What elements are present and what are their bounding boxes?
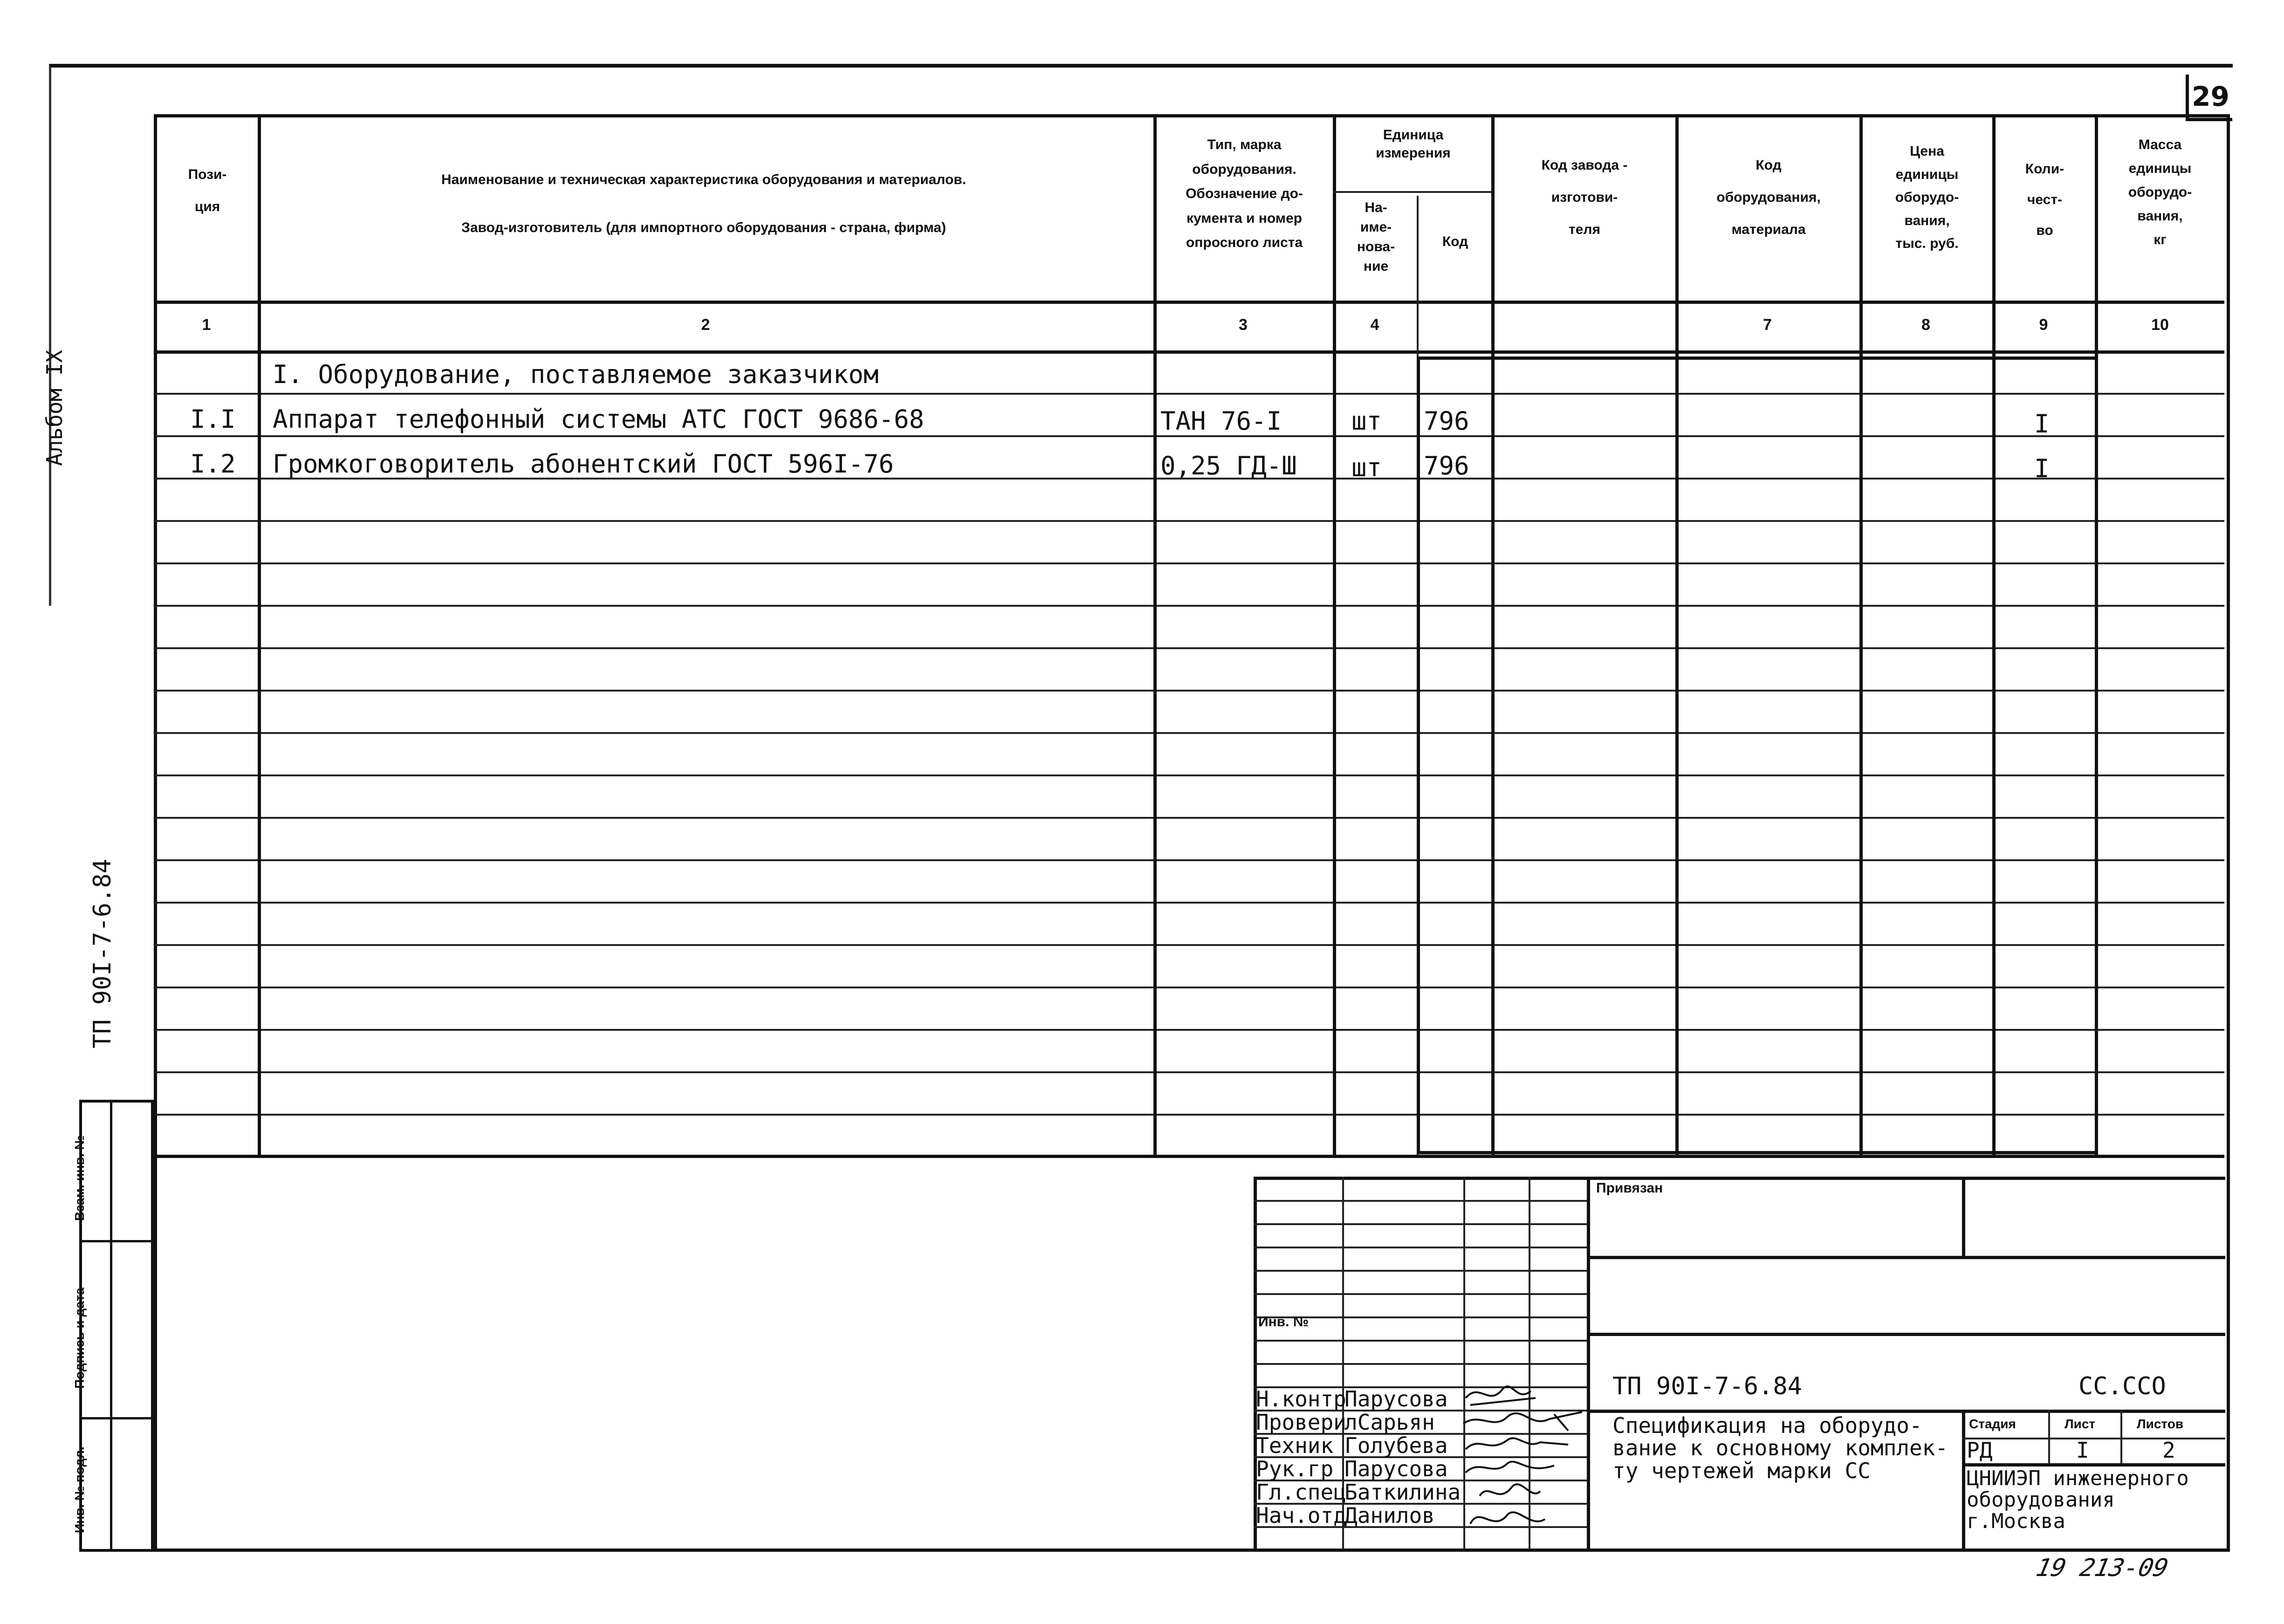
colnum-9: 9: [2039, 316, 2048, 334]
header-position: Пози- ция: [188, 167, 227, 214]
table-row-line: [155, 393, 2224, 395]
signature-scribbles: [1461, 1379, 1601, 1552]
row-1-name: Аппарат телефонный системы АТС ГОСТ 9686-68: [273, 404, 924, 434]
tb-organization: ЦНИИЭП инженерного оборудования г.Москва: [1967, 1466, 2189, 1534]
header-name-line2: Завод-изготовитель (для импортного оборудования - страна, фирма): [461, 220, 946, 235]
row-0-name: I. Оборудование, поставляемое заказчиком: [273, 360, 879, 389]
header-name-line1: Наименование и техническая характеристика оборудования и материалов.: [441, 172, 967, 187]
unit-header-split: [1333, 191, 1491, 193]
row-2-pos: I.2: [190, 449, 236, 479]
col-line-8: [1992, 116, 1996, 1155]
header-mass: Масса единицы оборудо- вания, кг: [2128, 137, 2192, 247]
tb-name-5: Данилов: [1344, 1503, 1435, 1528]
colnum-3: 3: [1239, 316, 1248, 334]
titleblock-row-line: [1254, 1340, 1587, 1342]
stamp-vzam-inv: Взам. инв. №: [72, 1135, 87, 1221]
header-bottom-line: [155, 301, 2224, 304]
col-line-5: [1491, 116, 1495, 1155]
tb-mark: СС.ССО: [2078, 1372, 2166, 1400]
titleblock-row-line: [1254, 1223, 1587, 1225]
titleblock-row-line: [1254, 1270, 1587, 1272]
tb-role-5: Нач.отд: [1256, 1503, 1346, 1528]
table-row-line: [155, 690, 2224, 692]
col-line-1: [258, 116, 261, 1155]
titleblock-top: [1254, 1177, 2225, 1180]
tb-role-0: Н.контр: [1256, 1386, 1346, 1412]
footer-handwritten-number: 19 213-09: [2033, 1554, 2171, 1582]
tb-stage-left: [1962, 1410, 1965, 1549]
side-project-label: ТП 90I-7-6.84: [89, 859, 117, 1048]
header-unit-name: На- име- нова- ние: [1357, 200, 1395, 274]
table-row-line: [155, 562, 2224, 564]
tb-name-3: Парусова: [1344, 1456, 1448, 1481]
tb-stage: РД: [1967, 1438, 1993, 1463]
header-factory-code: Код завода - изготови- теля: [1541, 158, 1628, 237]
tb-stage-label-line: [1962, 1438, 2225, 1439]
colnum-10: 10: [2151, 316, 2169, 334]
tb-stage-split1: [2048, 1410, 2050, 1463]
stamp-inv-orig: Инв. № подл.: [72, 1446, 87, 1533]
titleblock-row-line: [1254, 1293, 1587, 1295]
table-row-line: [155, 605, 2224, 607]
tb-name-1: лСарьян: [1344, 1410, 1435, 1435]
side-album-label: Альбом IX: [42, 349, 67, 466]
row-1-type: ТАН 76-I: [1160, 406, 1282, 436]
row-1-unit: шт: [1351, 406, 1382, 436]
table-row-line: [155, 859, 2224, 861]
table-row-line: [155, 817, 2224, 819]
colnum-bottom-line: [155, 350, 2224, 354]
tb-stage-label: Стадия: [1969, 1417, 2016, 1431]
frame-gap: [44, 606, 53, 1561]
header-qty: Коли- чест- во: [2025, 161, 2065, 238]
colnum-4: 4: [1370, 316, 1379, 334]
table-row-line: [155, 732, 2224, 734]
tb-sheet-label: Лист: [2065, 1417, 2096, 1431]
table-bottom-line: [155, 1155, 2224, 1158]
table-row-line: [155, 647, 2224, 649]
table-row-line: [155, 1029, 2224, 1031]
header-unit: Единица измерения: [1376, 127, 1451, 161]
colnum-8: 8: [1921, 316, 1930, 334]
tb-privyazan: Привязан: [1596, 1180, 1663, 1196]
tb-inv-no: Инв. №: [1258, 1314, 1309, 1329]
tb-privyazan-split: [1962, 1177, 1965, 1256]
tb-role-4: Гл.спец: [1256, 1480, 1346, 1505]
colnum-7: 7: [1763, 316, 1772, 334]
titleblock-row-line: [1254, 1200, 1587, 1202]
header-equip-code: Код оборудования, материала: [1716, 158, 1821, 237]
tb-role-1: Провери: [1256, 1410, 1346, 1435]
col-line-6: [1675, 116, 1679, 1155]
tb-role-3: Рук.гр: [1256, 1456, 1334, 1481]
row-2-code: 796: [1424, 451, 1469, 480]
table-row-line: [155, 1114, 2224, 1116]
colnum-2: 2: [701, 316, 710, 334]
table-row-line: [155, 987, 2224, 988]
data-frame-left: [1417, 356, 1420, 1153]
row-2-unit: шт: [1351, 453, 1382, 482]
tb-name-0: Парусова: [1344, 1386, 1448, 1412]
page-number: 29: [2186, 75, 2232, 121]
tb-sheets-label: Листов: [2137, 1417, 2184, 1431]
tb-role-2: Техник: [1256, 1433, 1334, 1458]
row-2-type: 0,25 ГД-Ш: [1160, 451, 1297, 480]
table-row-line: [155, 902, 2224, 904]
col-line-2: [1153, 116, 1157, 1155]
table-row-line: [155, 1071, 2224, 1073]
row-1-pos: I.I: [190, 404, 236, 434]
header-price: Цена единицы оборудо- вания, тыс. руб.: [1895, 144, 1959, 251]
tb-code-top: [1587, 1333, 2225, 1336]
tb-name-4: Баткилина: [1344, 1480, 1461, 1505]
header-type: Тип, марка оборудования. Обозначение до- кумента и номер опросного листа: [1186, 137, 1303, 250]
tb-sheets: 2: [2162, 1438, 2175, 1463]
stamp-signature-date: Подпись и дата: [72, 1288, 87, 1389]
table-row-line: [155, 520, 2224, 522]
row-2-name: Громкоговоритель абонентский ГОСТ 596I-76: [273, 449, 894, 479]
tb-doc-code: ТП 90I-7-6.84: [1612, 1372, 1802, 1400]
tb-description: Спецификация на оборудо- вание к основному комплек- ту чертежей марки СС: [1612, 1413, 1948, 1483]
titleblock-row-line: [1254, 1363, 1587, 1365]
tb-stage-split2: [2120, 1410, 2122, 1463]
table-row-line: [155, 944, 2224, 946]
tb-stage-value-line: [1962, 1463, 2225, 1466]
tb-sheet: I: [2076, 1438, 2089, 1463]
table-row-line: [155, 774, 2224, 776]
tb-name-2: Голубева: [1344, 1433, 1448, 1458]
colnum-1: 1: [202, 316, 211, 334]
row-1-qty: I: [2034, 409, 2050, 439]
header-unit-code: Код: [1442, 234, 1468, 249]
row-1-code: 796: [1424, 406, 1469, 436]
row-2-qty: I: [2034, 454, 2050, 483]
tb-privyazan-bottom: [1587, 1256, 2225, 1259]
data-frame-top: [1417, 356, 2095, 360]
data-frame-right: [2095, 356, 2098, 1153]
titleblock-row-line: [1254, 1247, 1587, 1248]
tb-desc-top: [1587, 1410, 2225, 1413]
col-line-7: [1859, 116, 1863, 1155]
data-frame-bottom: [1417, 1151, 2095, 1154]
